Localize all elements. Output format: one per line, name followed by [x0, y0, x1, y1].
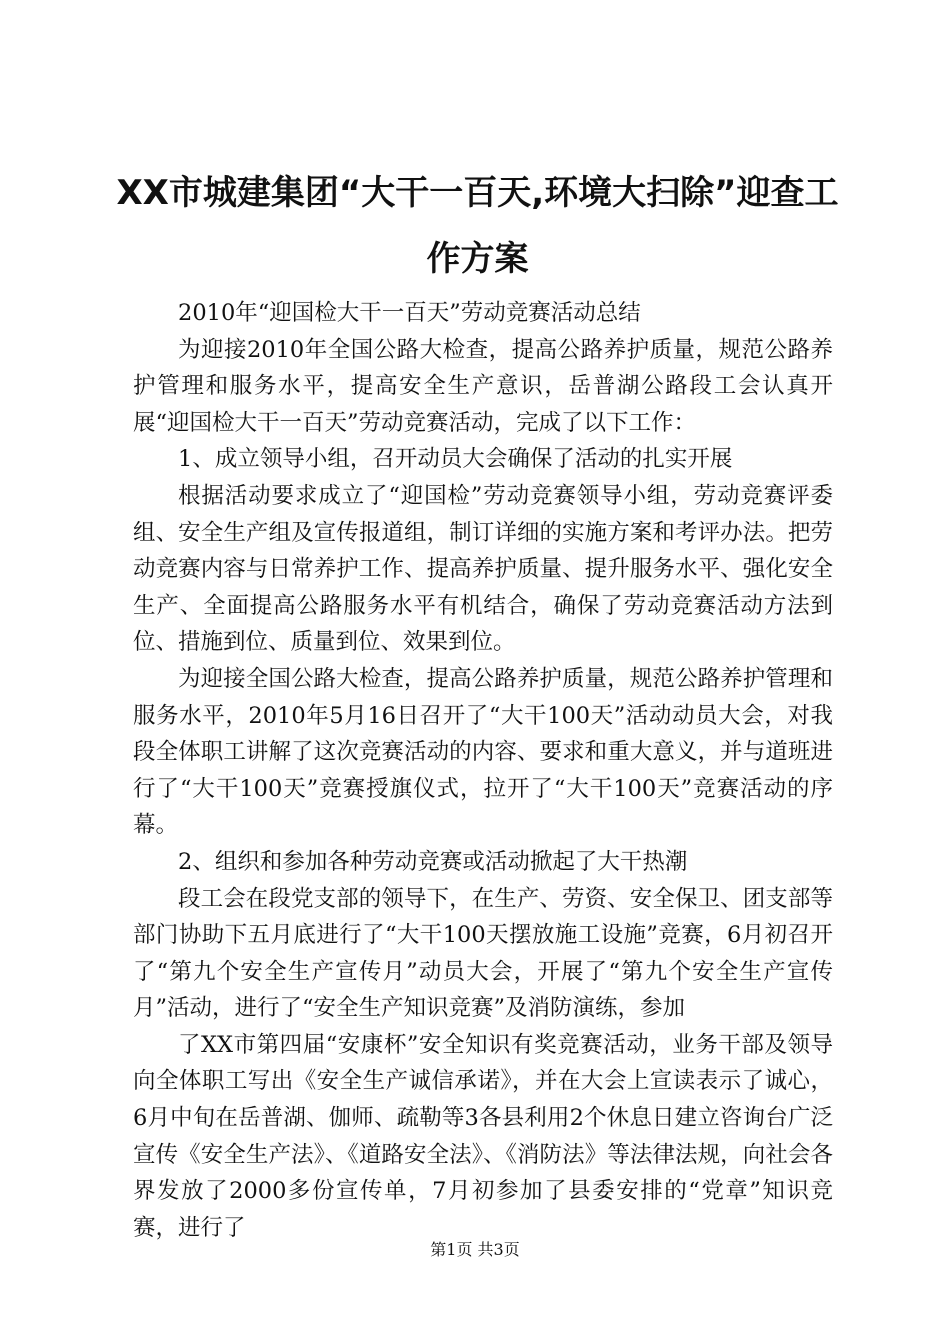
paragraph: 为迎接全国公路大检查，提高公路养护质量，规范公路养护管理和服务水平，2010年5月16日召开了“大干100天”活动动员大会，对我段全体职工讲解了这次竞赛活动的内容、要求和重大意义，并与道班进行了“大干100天”竞赛授旗仪式，拉开了“大干100天”竞赛活动的序幕。: [133, 665, 833, 839]
document-title: XX市城建集团“大干一百天,环境大扫除”迎查工作方案: [116, 173, 839, 279]
document-body: [133, 295, 833, 1246]
paragraph-subtitle: 2010年“迎国检大干一百天”劳动竞赛活动总结: [178, 300, 641, 326]
paragraph: 了XX市第四届“安康杯”安全知识有奖竞赛活动，业务干部及领导向全体职工写出《安全生产诚信承诺》，并在大会上宣读表示了诚心，6月中旬在岳普湖、伽师、疏勒等3各县利用2个休息日建立咨询台广泛宣传《安全生产法》、《道路安全法》、《消防法》等法律法规，向社会各界发放了2000多份宣传单，7月初参加了县委安排的“党章”知识竞赛，进行了: [133, 1031, 833, 1241]
paragraph: 段工会在段党支部的领导下，在生产、劳资、安全保卫、团支部等部门协助下五月底进行了“大干100天摆放施工设施”竞赛，6月初召开了“第九个安全生产宣传月”动员大会，开展了“第九个安全生产宣传月”活动，进行了“安全生产知识竞赛”及消防演练，参加: [133, 885, 833, 1022]
section-heading-2: 2、组织和参加各种劳动竞赛或活动掀起了大干热潮: [178, 848, 688, 875]
paragraph-intro: 为迎接2010年全国公路大检查，提高公路养护质量，规范公路养护管理和服务水平，提高安全生产意识，岳普湖公路段工会认真开展“迎国检大干一百天”劳动竞赛活动，完成了以下工作：: [133, 336, 833, 436]
page-footer: 第1页 共3页: [430, 1240, 520, 1259]
section-heading-1: 1、成立领导小组，召开动员大会确保了活动的扎实开展: [178, 446, 733, 473]
paragraph: 根据活动要求成立了“迎国检”劳动竞赛领导小组，劳动竞赛评委组、安全生产组及宣传报道组，制订详细的实施方案和考评办法。把劳动竞赛内容与日常养护工作、提高养护质量、提升服务水平、强化安全生产、全面提高公路服务水平有机结合，确保了劳动竞赛活动方法到位、措施到位、质量到位、效果到位。: [133, 482, 833, 656]
